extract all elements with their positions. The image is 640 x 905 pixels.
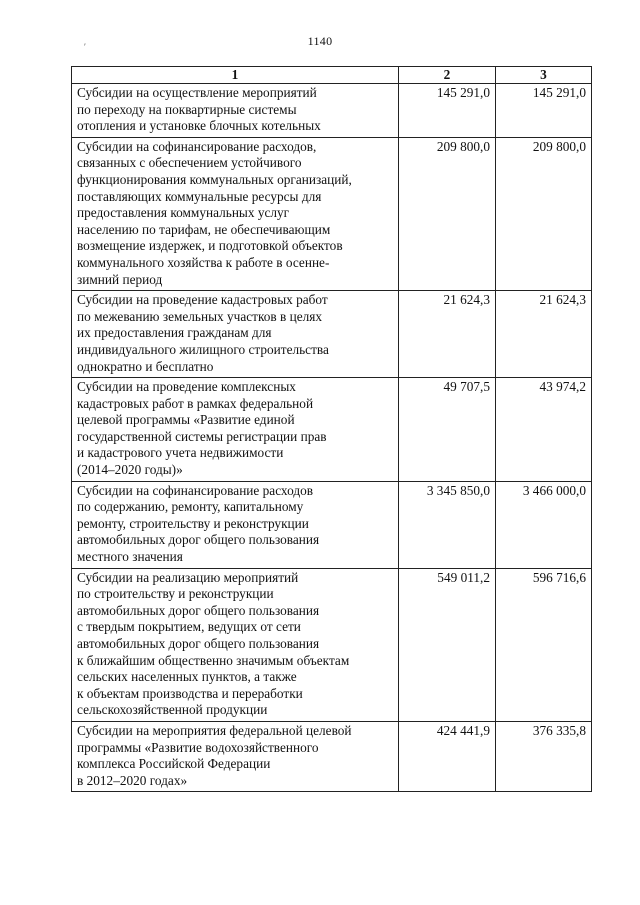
table-row <box>72 137 592 290</box>
row-value-col2: 549 011,2 <box>399 568 496 721</box>
row-value-col2: 424 441,9 <box>399 721 496 791</box>
table-row <box>72 481 592 568</box>
column-header-1: 1 <box>72 67 399 84</box>
row-value-col2: 3 345 850,0 <box>399 481 496 568</box>
row-description: Субсидии на проведение комплексных кадастровых работ в рамках федеральной целевой программы «Развитие единой государственной системы регистрации прав и кадастрового учета недвижимости (2014–2020 годы)» <box>72 378 399 482</box>
table-row <box>72 568 592 721</box>
row-value-col3: 376 335,8 <box>496 721 592 791</box>
page-mark: ′ <box>84 42 86 52</box>
row-description: Субсидии на мероприятия федеральной целевой программы «Развитие водохозяйственного комплекса Российской Федерации в 2012–2020 годах» <box>72 721 399 791</box>
row-value-col2: 209 800,0 <box>399 137 496 290</box>
row-value-col2: 21 624,3 <box>399 291 496 378</box>
column-header-2: 2 <box>399 67 496 84</box>
row-value-col3: 3 466 000,0 <box>496 481 592 568</box>
table-row <box>72 84 592 138</box>
budget-table <box>71 66 592 792</box>
table-header-row <box>72 67 592 84</box>
row-value-col2: 49 707,5 <box>399 378 496 482</box>
table-row <box>72 378 592 482</box>
row-value-col3: 209 800,0 <box>496 137 592 290</box>
table-row <box>72 291 592 378</box>
row-description: Субсидии на реализацию мероприятий по строительству и реконструкции автомобильных дорог общего пользования с твердым покрытием, ведущих от сети автомобильных дорог общего пользования к ближайшим общественно значимым объектам сельских населенных пунктов, а также к объектам производства и переработки сельскохозяйственной продукции <box>72 568 399 721</box>
row-value-col3: 21 624,3 <box>496 291 592 378</box>
row-description: Субсидии на осуществление мероприятий по переходу на поквартирные системы отопления и установке блочных котельных <box>72 84 399 138</box>
page-number: 1140 <box>307 34 333 48</box>
row-description: Субсидии на проведение кадастровых работ по межеванию земельных участков в целях их предоставления гражданам для индивидуального жилищного строительства однократно и бесплатно <box>72 291 399 378</box>
table-row <box>72 721 592 791</box>
row-description: Субсидии на софинансирование расходов по содержанию, ремонту, капитальному ремонту, строительству и реконструкции автомобильных дорог общего пользования местного значения <box>72 481 399 568</box>
column-header-3: 3 <box>496 67 592 84</box>
row-description: Субсидии на софинансирование расходов, связанных с обеспечением устойчивого функционирования коммунальных организаций, поставляющих коммунальные ресурсы для предоставления коммунальных услуг населению по тарифам, не обеспечивающим возмещение издержек, и подготовкой объектов коммунального хозяйства к работе в осенне- зимний период <box>72 137 399 290</box>
row-value-col3: 596 716,6 <box>496 568 592 721</box>
row-value-col2: 145 291,0 <box>399 84 496 138</box>
row-value-col3: 145 291,0 <box>496 84 592 138</box>
row-value-col3: 43 974,2 <box>496 378 592 482</box>
